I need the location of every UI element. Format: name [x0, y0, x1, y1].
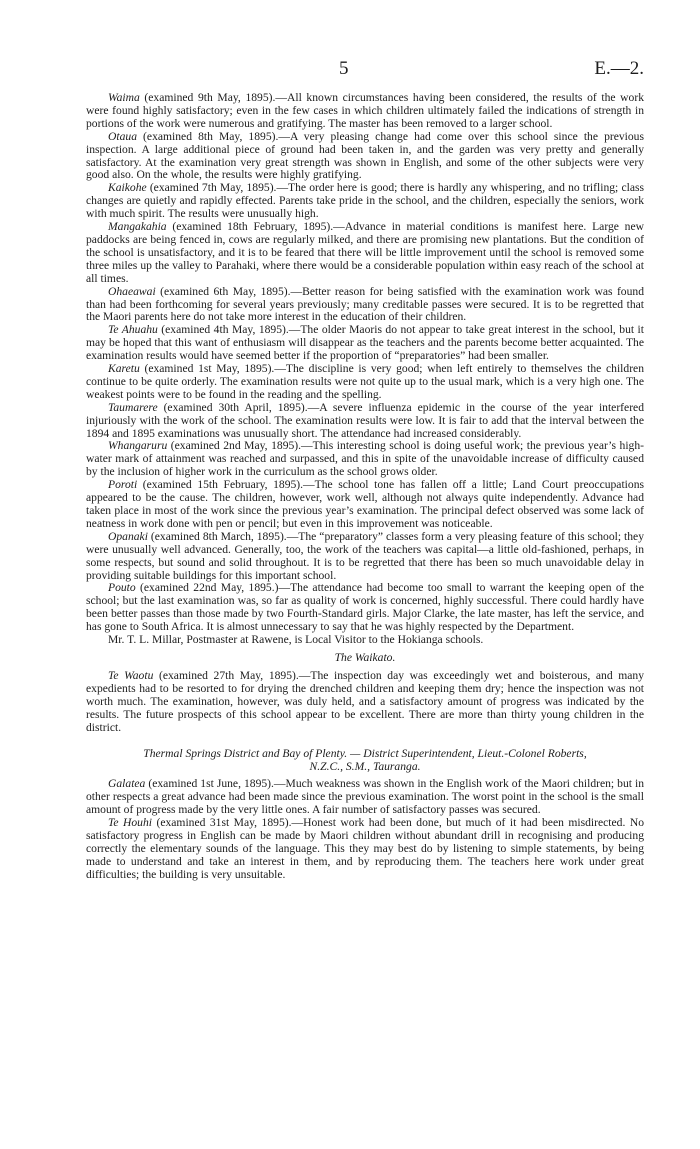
document-page — [86, 58, 644, 881]
report-paragraph — [86, 479, 644, 531]
paragraph-text: (examined 2nd May, 1895).—This interesting school is doing useful work; the previous year’s high-water mark of attainment was reached and surpassed, and this in spite of the unavoidable increase of difficulty caused by the inclusion of higher work in the curriculum as the school grows older. — [86, 439, 644, 479]
report-paragraph — [86, 182, 644, 221]
report-paragraph — [86, 363, 644, 402]
report-paragraph — [86, 324, 644, 363]
paragraph-text: (examined 1st May, 1895).—The discipline is very good; when left entirely to themselves the children continue to be quite orderly. The examination results were not quite up to the usual mark, which is a very high one. The weakest points were to be found in the reading and the spelling. — [86, 362, 644, 401]
report-paragraph — [86, 92, 644, 131]
paragraph-text: (examined 6th May, 1895).—Better reason for being satisfied with the examination work was found than had been forthcoming for several years previously; many creditable passes were secured. It is to be regretted that the Maori parents here do not take more interest in the education of their children. — [86, 284, 644, 324]
school-name: Karetu — [108, 362, 140, 376]
report-paragraph — [86, 817, 644, 882]
report-paragraph — [86, 531, 644, 583]
school-name: Galatea — [108, 777, 146, 791]
paragraph-text: (examined 1st June, 1895).—Much weakness was shown in the English work of the Maori children; but in other respects a great advance had been made since the previous examination. The worst point in the school is the small amount of progress made by the very little ones. A fair number of satisfactory passes was secured. — [86, 777, 644, 817]
document-code: E.—2. — [594, 58, 644, 79]
school-name: Taumarere — [108, 400, 158, 414]
paragraph-text: (examined 4th May, 1895).—The older Maoris do not appear to take great interest in the school, but it may be hoped that this want of enthusiasm will disappear as the teachers and the parents become better acquainted. The examination results would have seemed better if the proportion of “preparatories” had been smaller. — [86, 323, 644, 363]
report-paragraph — [86, 670, 644, 735]
paragraph-text: (examined 9th May, 1895).—All known circumstances having been considered, the results of the work were found highly satisfactory; even in the few cases in which children ultimately failed the indications of strength in portions of the work were numerous and gratifying. The master has been removed to a larger school. — [86, 91, 644, 130]
school-name: Whangaruru — [108, 439, 168, 453]
page-number: 5 — [339, 58, 349, 79]
page-header — [86, 58, 644, 82]
school-name: Kaikohe — [108, 181, 147, 195]
paragraph-text: Mr. T. L. Millar, Postmaster at Rawene, is Local Visitor to the Hokianga schools. — [108, 633, 484, 647]
paragraph-text: (examined 18th February, 1895).—Advance in material conditions is manifest here. Large new paddocks are being fenced in, cows are regularly milked, and there are promising new plantations. But the condition of the school is unsatisfactory, and it is to be feared that there will be little improvement until the school is removed some three miles up the valley to Parahaki, where there would be a considerable population within easy reach of the school at all times. — [86, 220, 644, 285]
paragraph-text: (examined 30th April, 1895).—A severe influenza epidemic in the course of the year interfered injuriously with the work of the school. The examination results were low. It is fair to add that the interval between the 1894 and 1895 examinations was unusually short. The attendance had increased considerably. — [86, 400, 644, 440]
report-paragraph — [86, 286, 644, 325]
school-name: Mangakahia — [108, 220, 167, 234]
paragraph-text: (examined 7th May, 1895).—The order here is good; there is hardly any whispering, and no trifling; class changes are quietly and rapidly effected. Parents take pride in the school, and the children, especially the seniors, work with much spirit. The results were unusually high. — [86, 181, 644, 221]
school-name: Pouto — [108, 581, 136, 595]
report-paragraph — [86, 582, 644, 634]
paragraph-text: (examined 27th May, 1895).—The inspection day was exceedingly wet and boisterous, and many expedients had to be resorted to for drying the drenched children and keeping them dry; hence the inspection was not worth much. The examination, however, was duly held, and a satisfactory amount of progress was indicated by the results. The future prospects of this school appear to be excellent. There are more than thirty young children in the district. — [86, 668, 644, 734]
report-paragraph — [86, 634, 644, 647]
section-heading: The Waikato. — [334, 650, 396, 664]
report-paragraph — [86, 221, 644, 286]
district-heading-line: Thermal Springs District and Bay of Plenty. — District Superintendent, Lieut.-Colonel Roberts, — [143, 747, 587, 761]
paragraph-text: (examined 8th March, 1895).—The “preparatory” classes form a very pleasing feature of this school; they were unusually well advanced. Generally, too, the work of the teachers was capital—a little old-fashioned, perhaps, in some respects, but sound and solid throughout. It is to be regretted that there has been so much unavoidable delay in providing suitable buildings for this important school. — [86, 529, 644, 582]
school-name: Ohaeawai — [108, 284, 156, 298]
report-paragraph — [86, 440, 644, 479]
school-name: Te Waotu — [108, 668, 154, 682]
paragraph-text: (examined 31st May, 1895).—Honest work had been done, but much of it had been misdirected. No satisfactory progress in English can be made by Maori children without abundant drill in recognising and producing correctly the elementary sounds of the language. This they may best do by listening to simple statements, by being made to understand and take an interest in them, and by reproducing them. The teachers here work under great difficulties; the building is very unsuitable. — [86, 815, 644, 881]
school-name: Poroti — [108, 478, 138, 492]
district-heading-line: N.Z.C., S.M., Tauranga. — [309, 760, 421, 774]
school-name: Waima — [108, 91, 140, 104]
report-paragraph — [86, 402, 644, 441]
report-paragraph — [86, 131, 644, 183]
paragraph-text: (examined 22nd May, 1895.)—The attendance had become too small to warrant the keeping open of the school; but the last examination was, so far as quality of work is concerned, highly successful. There could hardly have been better passes than those made by two Fourth-Standard girls. Major Clarke, the late master, has left the service, and has gone to South Africa. It is almost unnecessary to say that he was highly respected by the Department. — [86, 581, 644, 634]
school-name: Otaua — [108, 129, 137, 143]
school-name: Opanaki — [108, 529, 148, 543]
document-body — [86, 92, 644, 881]
report-paragraph — [86, 778, 644, 817]
school-name: Te Houhi — [108, 815, 152, 829]
paragraph-text: (examined 15th February, 1895).—The school tone has fallen off a little; Land Court preoccupations appeared to be the cause. The children, however, work well, although not always quite independently. Advance had taken place in most of the work since the previous year’s examination. The principal defect observed was some lack of neatness in work done with pen or pencil; but even in this improvement was noticeable. — [86, 478, 644, 530]
paragraph-text: (examined 8th May, 1895).—A very pleasing change had come over this school since the previous inspection. A large additional piece of ground had been taken in, and the garden was very pretty and generally satisfactory. At the examination very great strength was shown in English, and some of the other subjects were very good also. On the whole, the results were highly gratifying. — [86, 129, 644, 182]
district-heading — [86, 748, 644, 774]
school-name: Te Ahuahu — [108, 323, 158, 337]
